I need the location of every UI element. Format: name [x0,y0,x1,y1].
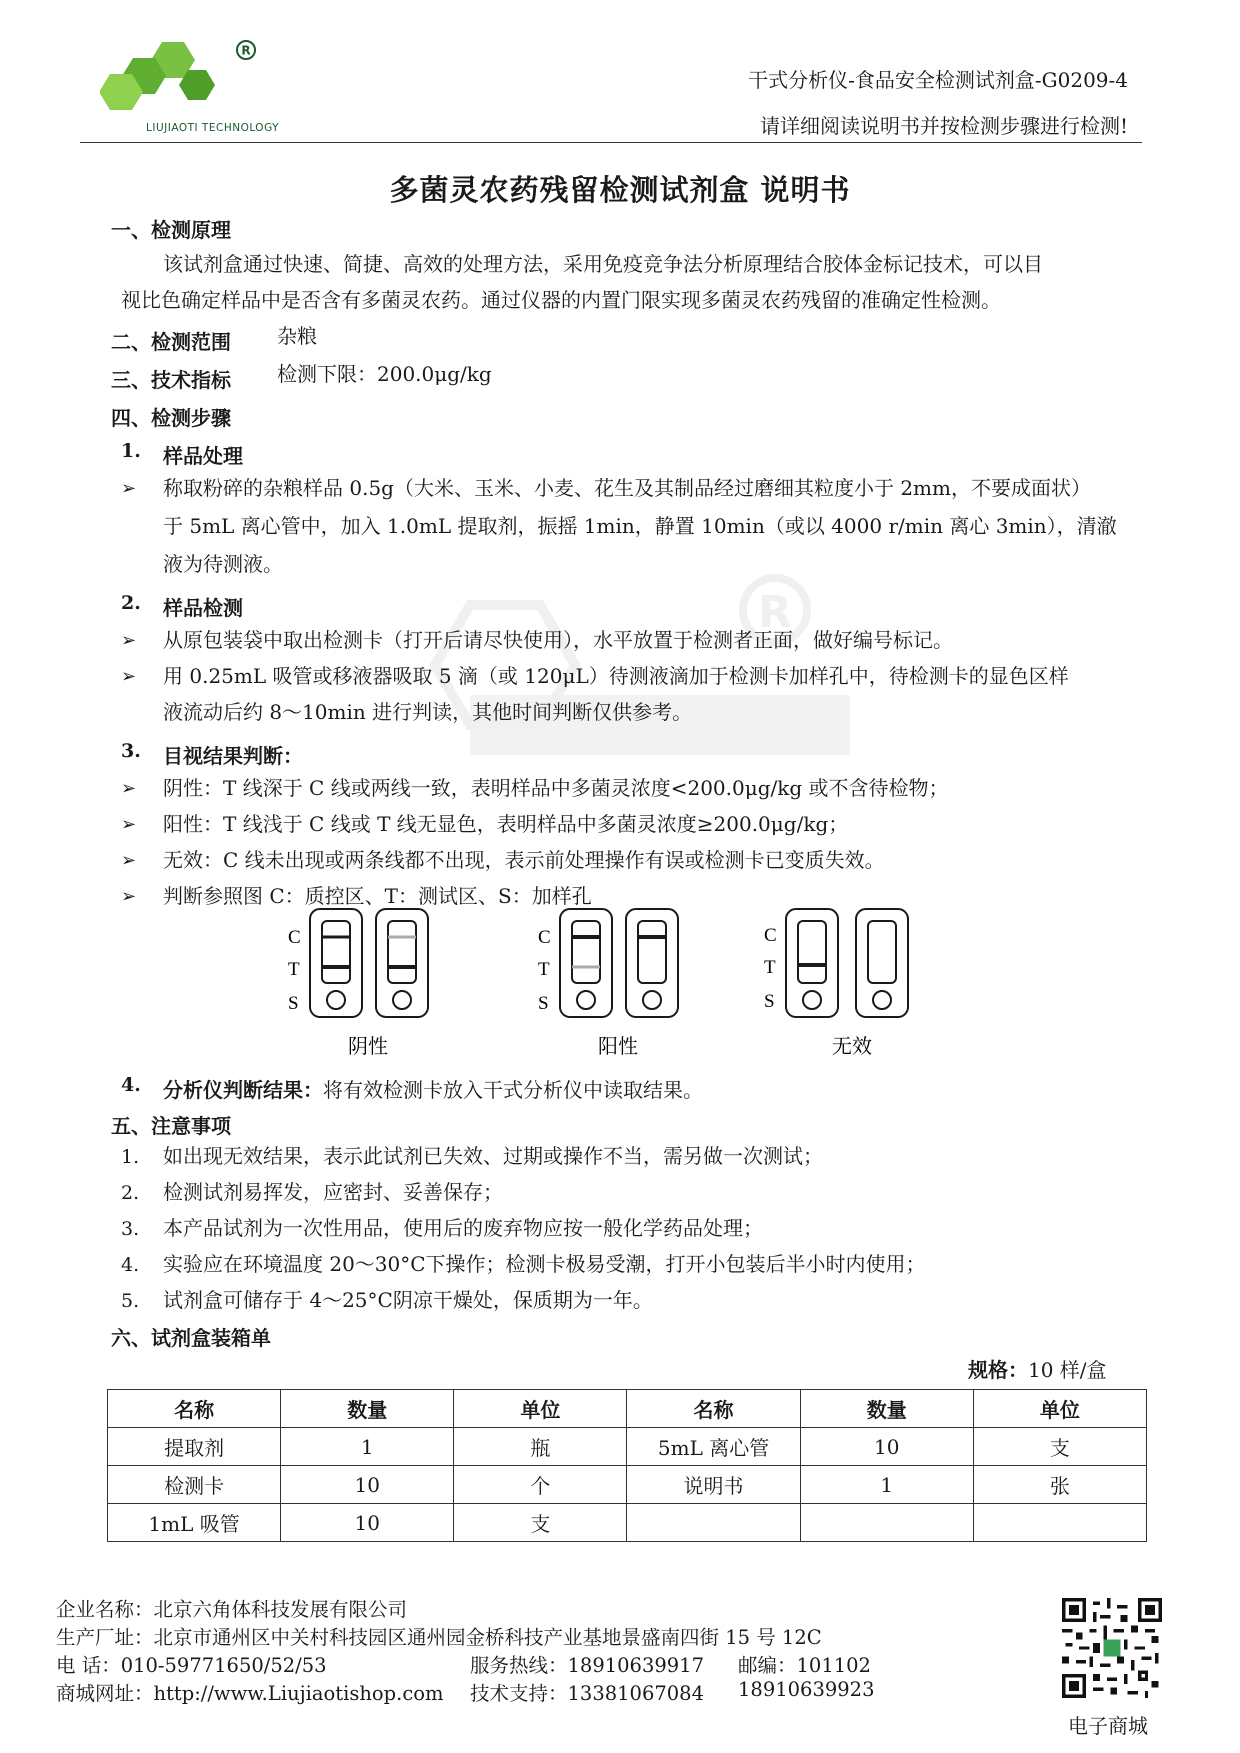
table-cell [800,1504,973,1542]
label-negative: 阴性 [348,1034,388,1058]
note-5-text: 试剂盒可储存于 4～25°C阴凉干燥处，保质期为一年。 [163,1288,653,1312]
label-positive: 阳性 [598,1034,638,1058]
sample-well [803,991,821,1009]
section-1-text-line2: 视比色确定样品中是否含有多菌灵农药。通过仪器的内置门限实现多菌灵农药残留的准确定性检测。 [121,288,1001,312]
label-c: C [288,927,301,948]
section-6-heading: 六、试剂盒装箱单 [111,1326,271,1350]
step-1-text-line1: 称取粉碎的杂粮样品 0.5g（大米、玉米、小麦、花生及其制品经过磨细其粒度小于 2mm，不要成面状） [163,476,1091,500]
step-1-number: 1. [121,440,141,462]
table-cell: 支 [973,1428,1146,1466]
step-3-invalid: 无效：C 线未出现或两条线都不出现，表示前处理操作有误或检测卡已变质失效。 [163,848,885,872]
footer-tech-support: 技术支持：13381067084 [470,1682,704,1705]
step-4-line [163,1074,703,1103]
svg-text:R: R [241,43,251,58]
sample-well [643,991,661,1009]
section-1-text-line1: 该试剂盒通过快速、简捷、高效的处理方法，采用免疫竞争法分析原理结合胶体金标记技术，可以目 [163,252,1043,276]
table-cell: 10 [800,1428,973,1466]
table-cell: 提取剂 [108,1428,281,1466]
label-c: C [764,925,777,946]
section-3-value: 检测下限：200.0μg/kg [277,362,492,386]
step-4-text: 将有效检测卡放入干式分析仪中读取结果。 [323,1078,703,1102]
header-product-code: 干式分析仪-食品安全检测试剂盒-G0209-4 [748,68,1128,92]
table-cell: 10 [281,1504,454,1542]
bullet-arrow: ➢ [121,814,137,835]
sample-well [327,991,345,1009]
diagram-group-positive [538,909,678,1058]
result-window [798,921,826,983]
table-header-row [108,1390,1147,1428]
test-card [560,909,612,1017]
label-t: T [764,957,776,978]
section-2-heading: 二、检测范围 [111,330,231,354]
step-3-title: 目视结果判断： [163,744,303,768]
bullet-arrow: ➢ [121,478,137,499]
footer-phone: 电 话：010-59771650/52/53 [56,1654,327,1677]
section-2-value: 杂粮 [277,324,317,348]
label-s: S [538,993,549,1014]
note-1-number: 1. [121,1146,140,1168]
table-cell: 张 [973,1466,1146,1504]
step-1-text-line2: 于 5mL 离心管中，加入 1.0mL 提取剂，振摇 1min，静置 10min（或以 4000 r/min 离心 3min），清澈 [163,514,1117,538]
packing-list-table [107,1389,1147,1542]
step-3-negative: 阴性：T 线深于 C 线或两线一致，表明样品中多菌灵浓度<200.0μg/kg 或不含待检物； [163,776,949,800]
table-cell: 1 [281,1428,454,1466]
footer-company: 企业名称：北京六角体科技发展有限公司 [56,1598,408,1621]
note-4-number: 4. [121,1254,140,1276]
step-1-text-line3: 液为待测液。 [163,552,283,576]
note-5-number: 5. [121,1290,140,1312]
table-cell: 瓶 [454,1428,627,1466]
section-5-heading: 五、注意事项 [111,1114,231,1138]
bullet-arrow: ➢ [121,630,137,651]
label-invalid: 无效 [832,1034,872,1058]
test-card [376,909,428,1017]
bullet-arrow: ➢ [121,886,137,907]
diagram-group-negative [288,909,428,1058]
column-header: 单位 [973,1390,1146,1428]
step-3-positive: 阳性：T 线浅于 C 线或 T 线无显色，表明样品中多菌灵浓度≥200.0μg/kg； [163,812,849,836]
result-window [638,921,666,983]
note-2-text: 检测试剂易挥发，应密封、妥善保存； [163,1180,503,1204]
table-cell: 1mL 吸管 [108,1504,281,1542]
bullet-arrow: ➢ [121,778,137,799]
spec-line [968,1352,1107,1388]
step-2-text-2-line2: 液流动后约 8～10min 进行判读，其他时间判断仅供参考。 [163,700,693,724]
result-window [388,921,416,983]
qr-code-icon[interactable] [1062,1598,1162,1698]
table-cell: 说明书 [627,1466,800,1504]
note-4-text: 实验应在环境温度 20～30°C下操作；检测卡极易受潮，打开小包装后半小时内使用； [163,1252,926,1276]
result-window [322,921,350,983]
note-3-text: 本产品试剂为一次性用品，使用后的废弃物应按一般化学药品处理； [163,1216,763,1240]
table-row [108,1428,1147,1466]
label-t: T [538,959,550,980]
step-2-number: 2. [121,592,141,614]
section-4-heading: 四、检测步骤 [111,406,231,430]
footer-website-link[interactable]: 商城网址：http://www.Liujiaotishop.com [56,1682,444,1705]
label-t: T [288,959,300,980]
test-card [856,909,908,1017]
test-card [310,909,362,1017]
section-3-heading: 三、技术指标 [111,368,231,392]
header-divider [80,142,1142,143]
step-2-title: 样品检测 [163,596,243,620]
qr-code-label: 电子商城 [1068,1714,1148,1738]
step-2-text-2-line1: 用 0.25mL 吸管或移液器吸取 5 滴（或 120μL）待测液滴加于检测卡加样孔中，待检测卡的显色区样 [163,664,1069,688]
step-1-title: 样品处理 [163,444,243,468]
table-row [108,1466,1147,1504]
header-instruction: 请详细阅读说明书并按检测步骤进行检测! [759,114,1128,138]
step-2-text-1: 从原包装袋中取出检测卡（打开后请尽快使用），水平放置于检测者正面，做好编号标记。 [163,628,953,652]
step-3-number: 3. [121,740,141,762]
table-cell [627,1504,800,1542]
sample-well [873,991,891,1009]
step-4-number: 4. [121,1074,141,1096]
result-window [868,921,896,983]
column-header: 名称 [108,1390,281,1428]
sample-well [393,991,411,1009]
column-header: 数量 [281,1390,454,1428]
sample-well [577,991,595,1009]
column-header: 名称 [627,1390,800,1428]
test-card [626,909,678,1017]
footer-address: 生产厂址：北京市通州区中关村科技园区通州园金桥科技产业基地景盛南四街 15 号 12C [56,1626,822,1649]
table-cell: 个 [454,1466,627,1504]
column-header: 单位 [454,1390,627,1428]
step-3-reference: 判断参照图 C：质控区、T：测试区、S：加样孔 [163,884,592,908]
bullet-arrow: ➢ [121,850,137,871]
bullet-arrow: ➢ [121,666,137,687]
column-header: 数量 [800,1390,973,1428]
table-cell: 检测卡 [108,1466,281,1504]
spec-label: 规格： [968,1358,1028,1382]
reference-diagram [270,905,930,1065]
note-1-text: 如出现无效结果，表示此试剂已失效、过期或操作不当，需另做一次测试； [163,1144,823,1168]
result-window [572,921,600,983]
table-cell: 支 [454,1504,627,1542]
note-2-number: 2. [121,1182,140,1204]
table-cell: 5mL 离心管 [627,1428,800,1466]
section-1-heading: 一、检测原理 [111,218,231,242]
spec-value: 10 样/盒 [1028,1358,1107,1382]
diagram-group-invalid [764,909,908,1058]
footer-tech-support-2: 18910639923 [738,1678,875,1701]
note-3-number: 3. [121,1218,140,1240]
table-cell [973,1504,1146,1542]
label-s: S [288,993,299,1014]
step-4-title: 分析仪判断结果： [163,1078,323,1102]
table-cell: 1 [800,1466,973,1504]
document-title: 多菌灵农药残留检测试剂盒 说明书 [389,173,851,207]
logo-subtitle: LIUJIAOTI TECHNOLOGY [146,122,280,134]
label-c: C [538,927,551,948]
table-cell: 10 [281,1466,454,1504]
table-row [108,1504,1147,1542]
footer-website [56,1678,444,1706]
label-s: S [764,991,775,1012]
footer-postcode: 邮编：101102 [738,1654,871,1677]
footer-service-hotline: 服务热线：18910639917 [470,1654,704,1677]
svg-text:R: R [758,587,792,638]
